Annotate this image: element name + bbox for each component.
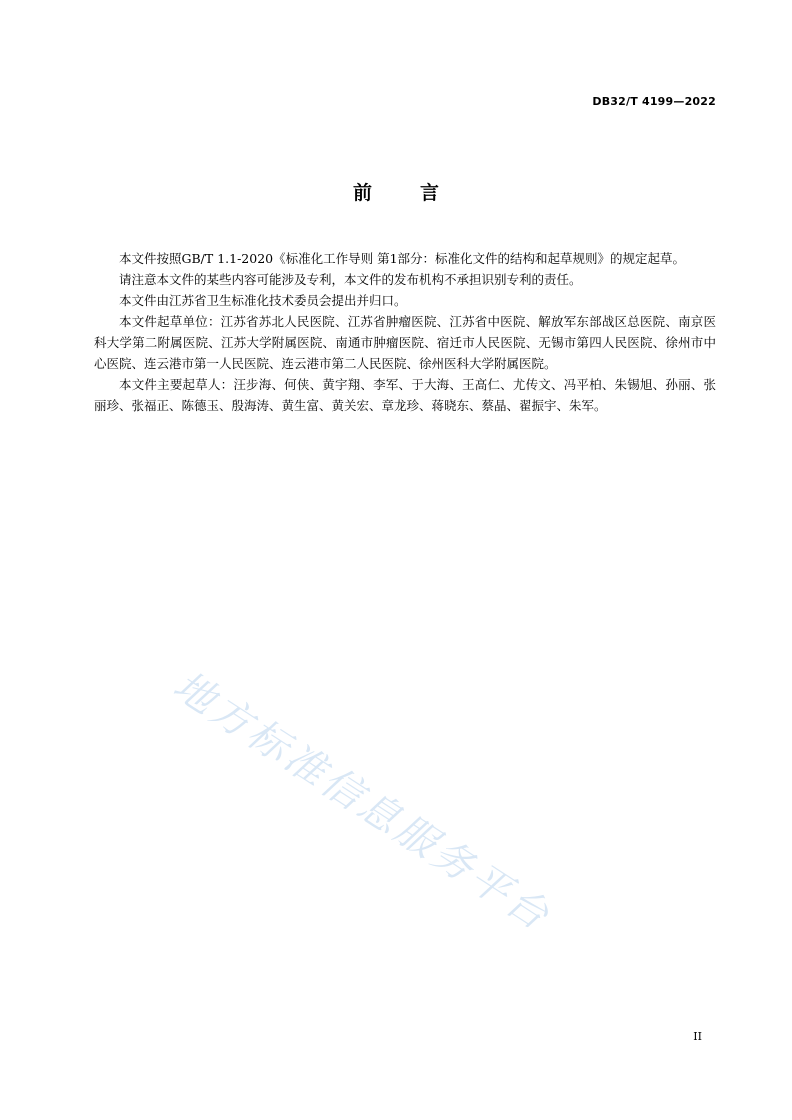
- page-title-char-1: 前: [352, 182, 372, 204]
- watermark: 地方标准信息服务平台: [165, 662, 560, 941]
- paragraph-drafters: 本文件主要起草人：汪步海、何侠、黄宇翔、李军、于大海、王高仁、尤传文、冯平柏、朱锡旭、孙丽、张丽珍、张福正、陈德玉、殷海涛、黄生富、黄关宏、章龙珍、蒋晓东、蔡晶、翟振宇、朱军。: [94, 377, 716, 413]
- document-code: DB32/T 4199—2022: [592, 95, 716, 108]
- paragraph-drafting-units: 本文件起草单位：江苏省苏北人民医院、江苏省肿瘤医院、江苏省中医院、解放军东部战区总医院、南京医科大学第二附属医院、江苏大学附属医院、南通市肿瘤医院、宿迁市人民医院、无锡市第四人民医院、徐州市中心医院、连云港市第一人民医院、连云港市第二人民医院、徐州医科大学附属医院。: [94, 314, 716, 371]
- paragraph-patent-notice: 请注意本文件的某些内容可能涉及专利，本文件的发布机构不承担识别专利的责任。: [119, 272, 582, 287]
- paragraph-standard-basis: 本文件按照GB/T 1.1-2020《标准化工作导则 第1部分：标准化文件的结构和起草规则》的规定起草。: [119, 251, 686, 266]
- paragraph-proposer: 本文件由江苏省卫生标准化技术委员会提出并归口。: [119, 293, 407, 308]
- foreword-body: [94, 248, 716, 416]
- page-number: II: [693, 1030, 702, 1043]
- page-title-char-2: 言: [420, 182, 440, 204]
- page-title: [0, 178, 792, 205]
